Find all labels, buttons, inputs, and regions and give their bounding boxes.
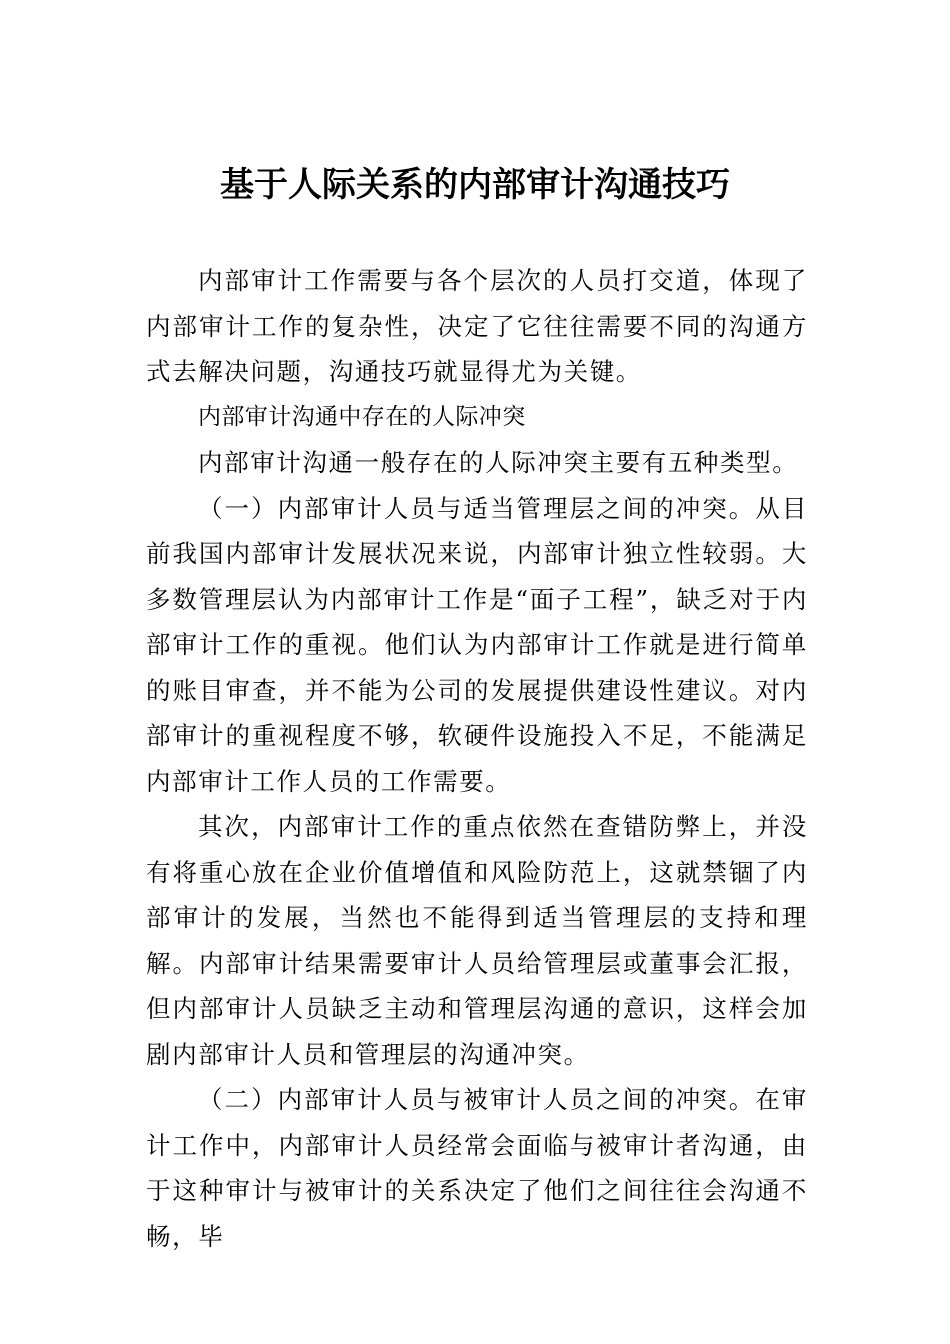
section-heading: 内部审计沟通中存在的人际冲突: [198, 403, 526, 430]
document-body: [146, 258, 808, 1259]
paragraph-conflict-1-continued: 其次，内部审计工作的重点依然在查错防弊上，并没有将重心放在企业价值增值和风险防范上，这就禁锢了内部审计的发展，当然也不能得到适当管理层的支持和理解。内部审计结果需要审计人员给管理层或董事会汇报，但内部审计人员缺乏主动和管理层沟通的意识，这样会加剧内部审计人员和管理层的沟通冲突。: [146, 812, 808, 1069]
document-title: 基于人际关系的内部审计沟通技巧: [220, 165, 730, 205]
paragraph-intro: 内部审计工作需要与各个层次的人员打交道，体现了内部审计工作的复杂性，决定了它往往需要不同的沟通方式去解决问题，沟通技巧就显得尤为关键。: [146, 266, 808, 386]
paragraph-conflict-1: （一）内部审计人员与适当管理层之间的冲突。从目前我国内部审计发展状况来说，内部审计独立性较弱。大多数管理层认为内部审计工作是“面子工程”，缺乏对于内部审计工作的重视。他们认为内部审计工作就是进行简单的账目审查，并不能为公司的发展提供建设性建议。对内部审计的重视程度不够，软硬件设施投入不足，不能满足内部审计工作人员的工作需要。: [146, 493, 808, 796]
paragraph-conflict-2: （二）内部审计人员与被审计人员之间的冲突。在审计工作中，内部审计人员经常会面临与被审计者沟通，由于这种审计与被审计的关系决定了他们之间往往会沟通不畅，毕: [146, 1085, 808, 1251]
paragraph-section-intro: 内部审计沟通一般存在的人际冲突主要有五种类型。: [198, 448, 799, 477]
